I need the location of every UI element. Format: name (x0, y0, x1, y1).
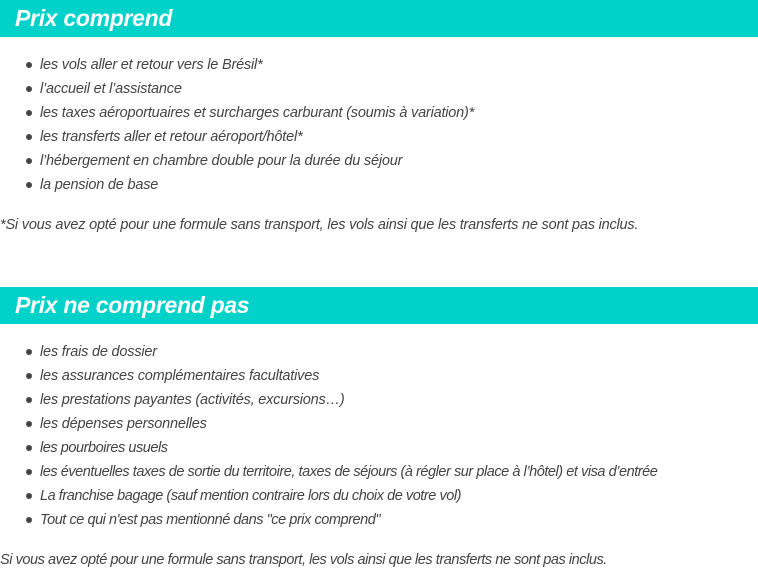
bullet-icon (26, 421, 32, 427)
list-item-text: les éventuelles taxes de sortie du territoire, taxes de séjours (à régler sur place à l’hôtel) et visa d’entrée (40, 464, 658, 480)
list-item (0, 149, 474, 173)
bullet-icon (26, 349, 32, 355)
list-item (0, 388, 657, 412)
list-item-text: les vols aller et retour vers le Brésil* (40, 57, 263, 73)
list-item (0, 77, 474, 101)
excluded-footnote: Si vous avez opté pour une formule sans transport, les vols ainsi que les transferts ne sont pas inclus. (0, 552, 607, 568)
list-item-text: les transferts aller et retour aéroport/hôtel* (40, 129, 303, 145)
bullet-icon (26, 445, 32, 451)
list-item-text: l’hébergement en chambre double pour la durée du séjour (40, 153, 403, 169)
bullet-icon (26, 493, 32, 499)
bullet-icon (26, 373, 32, 379)
bullet-icon (26, 62, 32, 68)
list-item (0, 412, 657, 436)
bullet-icon (26, 134, 32, 140)
included-footnote: *Si vous avez opté pour une formule sans transport, les vols ainsi que les transferts ne sont pas inclus. (0, 217, 639, 233)
list-item (0, 101, 474, 125)
list-item-text: les prestations payantes (activités, excursions…) (40, 392, 345, 408)
included-items-list (0, 53, 474, 197)
list-item-text: La franchise bagage (sauf mention contraire lors du choix de votre vol) (40, 488, 462, 504)
list-item-text: la pension de base (40, 177, 159, 193)
list-item (0, 340, 657, 364)
list-item-text: les dépenses personnelles (40, 416, 207, 432)
bullet-icon (26, 110, 32, 116)
excluded-section-title: Prix ne comprend pas (15, 292, 250, 318)
excluded-section-header (0, 287, 758, 324)
excluded-items-list (0, 340, 657, 532)
list-item (0, 484, 657, 508)
bullet-icon (26, 86, 32, 92)
bullet-icon (26, 158, 32, 164)
bullet-icon (26, 469, 32, 475)
list-item (0, 53, 474, 77)
list-item-text: Tout ce qui n'est pas mentionné dans "ce prix comprend" (40, 512, 381, 528)
list-item-text: les assurances complémentaires facultatives (40, 368, 320, 384)
list-item-text: les pourboires usuels (40, 440, 168, 456)
list-item-text: les frais de dossier (40, 344, 157, 360)
included-section-title: Prix comprend (15, 5, 173, 31)
bullet-icon (26, 182, 32, 188)
list-item (0, 173, 474, 197)
included-section-header (0, 0, 758, 37)
bullet-icon (26, 397, 32, 403)
list-item (0, 460, 657, 484)
list-item-text: les taxes aéroportuaires et surcharges carburant (soumis à variation)* (40, 105, 475, 121)
bullet-icon (26, 517, 32, 523)
list-item (0, 508, 657, 532)
list-item (0, 125, 474, 149)
list-item (0, 364, 657, 388)
list-item-text: l’accueil et l’assistance (40, 81, 182, 97)
list-item (0, 436, 657, 460)
